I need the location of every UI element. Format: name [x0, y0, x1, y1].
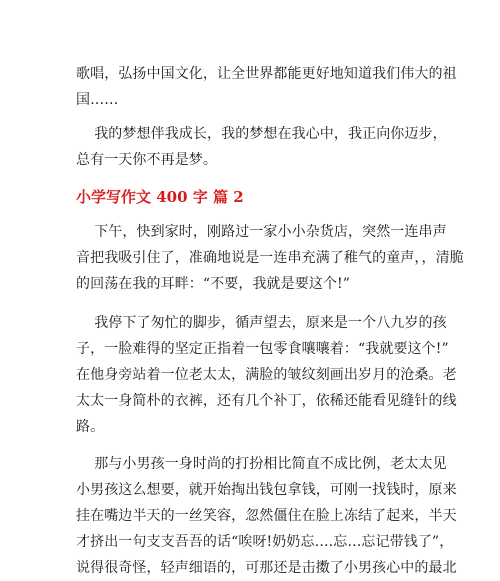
paragraph-line: 我停下了匆忙的脚步，循声望去，原来是一个八九岁的孩: [76, 315, 447, 331]
paragraph-line: 总有一天你不再是梦。: [76, 152, 217, 168]
paragraph-1: [76, 61, 457, 113]
paragraph-line: 的回荡在我的耳畔：“不要，我就是要这个!”: [76, 276, 351, 292]
paragraph-5: [76, 451, 457, 581]
section-heading: 小学写作文 400 字 篇 2: [76, 188, 244, 206]
paragraph-line: 太太一身简朴的衣裤，还有几个补丁，依稀还能看见缝针的线: [76, 393, 457, 409]
paragraph-line: 才挤出一句支支吾吾的话“唉呀!奶奶忘….忘…忘记带钱了”，: [76, 534, 454, 550]
paragraph-line: 子，一脸难得的坚定正指着一包零食嚷嚷着：“我就要这个!”: [76, 341, 449, 357]
paragraph-line: 国……: [76, 92, 119, 108]
paragraph-line: 歌唱，弘扬中国文化，让全世界都能更好地知道我们伟大的祖: [76, 66, 457, 82]
paragraph-line: 下午，快到家时，刚路过一家小小杂货店，突然一连串声: [76, 224, 447, 240]
paragraph-line: 路。: [76, 419, 105, 435]
paragraph-line: 在他身旁站着一位老太太，满脸的皱纹刻画出岁月的沧桑。老: [76, 367, 457, 383]
paragraph-line: 小男孩这么想要，就开始掏出钱包拿钱，可刚一找钱时，原来: [76, 482, 457, 498]
paragraph-3: [76, 219, 464, 297]
paragraph-line: 音把我吸引住了，准确地说是一连串充满了稚气的童声，，清脆: [76, 250, 464, 266]
paragraph-line: 那与小男孩一身时尚的打扮相比简直不成比例，老太太见: [76, 456, 447, 472]
paragraph-line: 说得很奇怪，轻声细语的，可那还是击擞了小男孩心中的最北: [76, 560, 457, 576]
paragraph-line: 我的梦想伴我成长，我的梦想在我心中，我正向你迈步，: [76, 126, 447, 142]
paragraph-4: [76, 310, 457, 440]
paragraph-2: [76, 121, 447, 173]
paragraph-line: 挂在嘴边半天的一丝笑容，忽然僵住在脸上冻结了起来，半天: [76, 508, 457, 524]
